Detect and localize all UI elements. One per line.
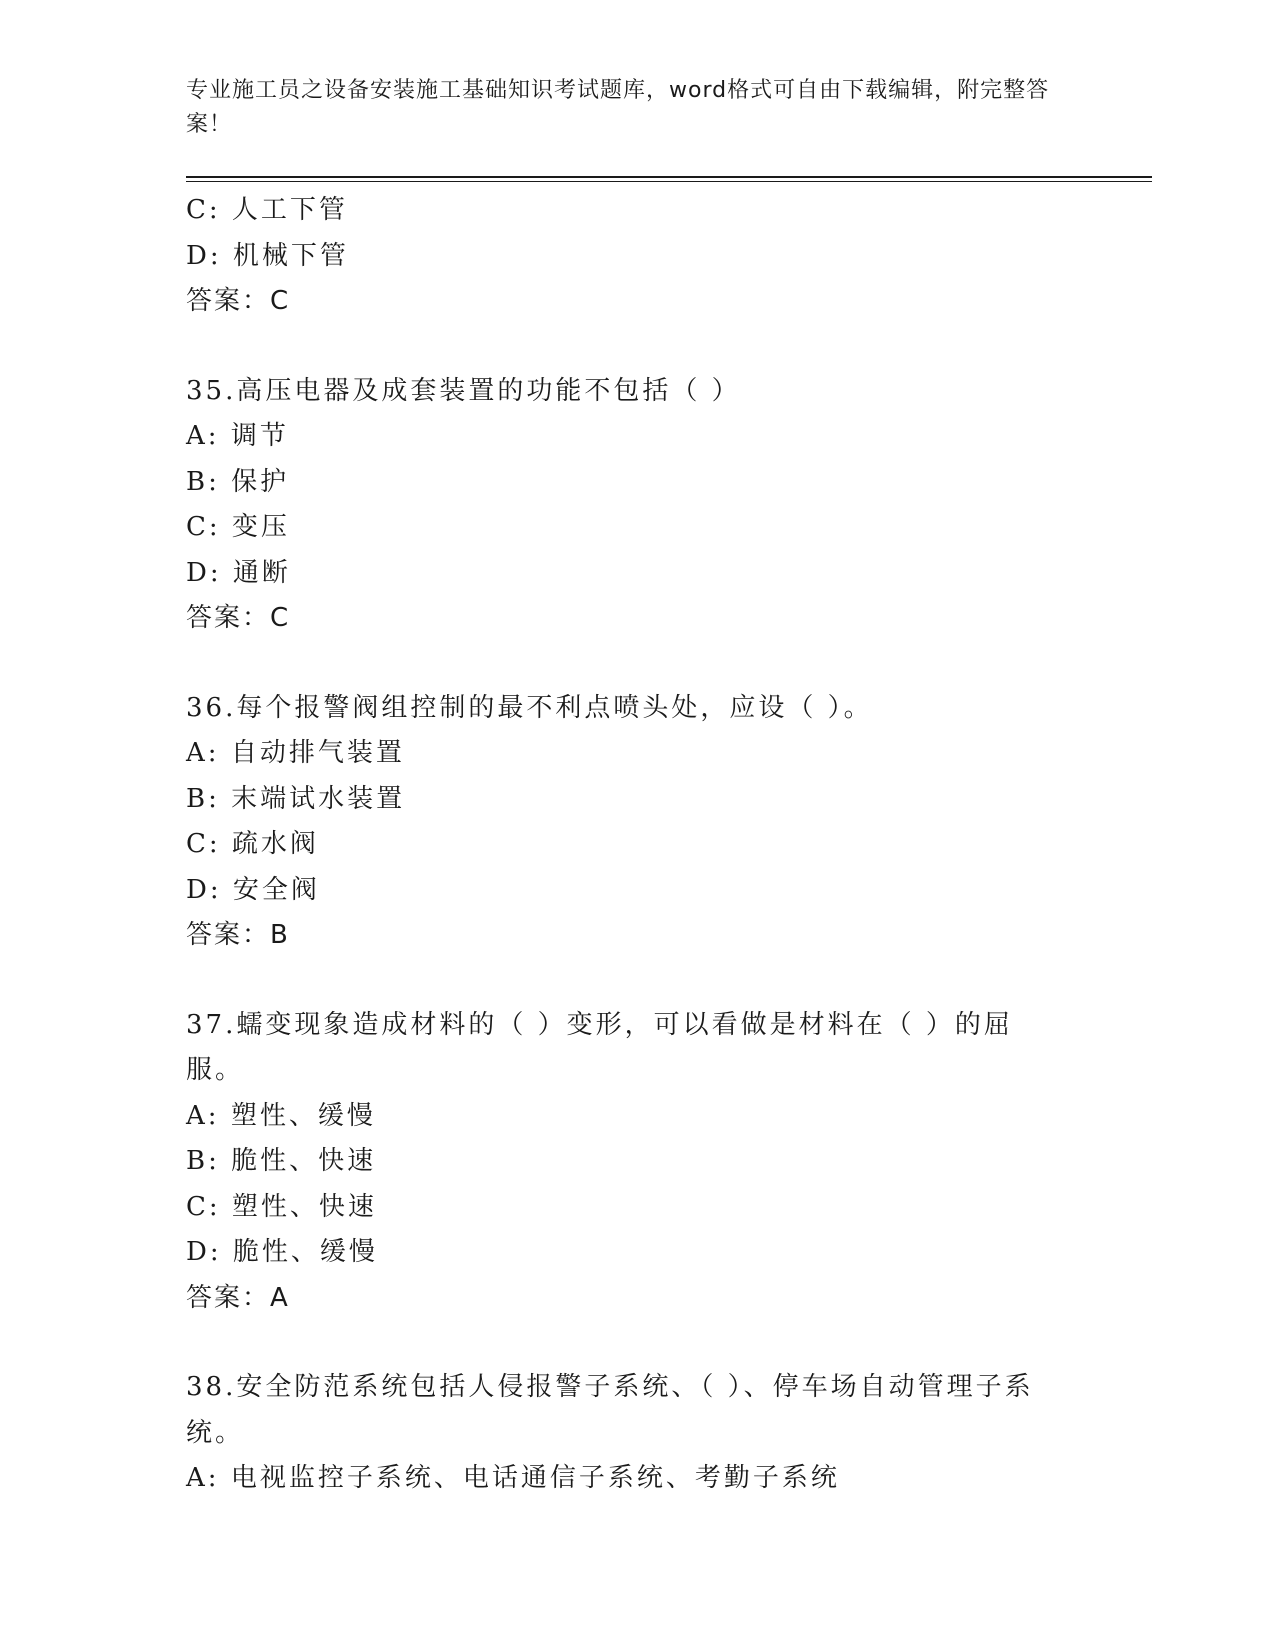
option-line bbox=[186, 551, 1066, 597]
question-stem: 35.高压电器及成套装置的功能不包括（ ） bbox=[186, 375, 741, 406]
option-text: 通断 bbox=[232, 557, 291, 588]
spacer bbox=[186, 959, 1066, 1003]
option-text: 电视监控子系统、电话通信子系统、考勤子系统 bbox=[230, 1463, 840, 1493]
answer-line: 答案：C bbox=[186, 286, 291, 316]
option-line bbox=[186, 414, 1066, 460]
question-stem: 36.每个报警阀组控制的最不利点喷头处，应设（ ）。 bbox=[186, 692, 873, 723]
option-text: 人工下管 bbox=[231, 195, 348, 225]
option-line bbox=[186, 188, 1066, 234]
answer-line: 答案：A bbox=[186, 1282, 290, 1313]
option-label: C: bbox=[186, 829, 221, 859]
option-line bbox=[186, 822, 1066, 868]
option-line bbox=[186, 1185, 1066, 1231]
option-label: B: bbox=[186, 1146, 220, 1176]
option-label: D: bbox=[186, 1237, 222, 1267]
option-line bbox=[186, 1230, 1066, 1276]
option-label: D: bbox=[186, 240, 222, 271]
question-list bbox=[186, 188, 1066, 1502]
option-text: 安全阀 bbox=[232, 874, 320, 905]
option-label: A: bbox=[186, 738, 220, 768]
option-line bbox=[186, 234, 1066, 280]
option-label: A: bbox=[186, 1463, 220, 1493]
header-rule-thick bbox=[186, 176, 1152, 178]
option-text: 疏水阀 bbox=[231, 829, 319, 859]
option-text: 脆性、快速 bbox=[231, 1146, 377, 1176]
option-text: 末端试水装置 bbox=[231, 783, 406, 814]
option-label: C: bbox=[186, 195, 221, 225]
option-text: 变压 bbox=[231, 512, 290, 542]
answer-line: 答案：C bbox=[186, 603, 291, 633]
option-text: 机械下管 bbox=[232, 240, 349, 271]
option-text: 调节 bbox=[230, 421, 289, 451]
option-text: 脆性、缓慢 bbox=[232, 1237, 378, 1267]
option-label: A: bbox=[186, 421, 220, 451]
option-line bbox=[186, 1456, 1066, 1502]
option-label: B: bbox=[186, 783, 220, 814]
option-text: 自动排气装置 bbox=[230, 738, 405, 768]
option-label: C: bbox=[186, 1191, 221, 1222]
option-label: A: bbox=[186, 1100, 220, 1131]
document-header: 专业施工员之设备安装施工基础知识考试题库，word格式可自由下载编辑，附完整答案！ bbox=[186, 78, 1050, 137]
answer-line: 答案：B bbox=[186, 920, 290, 950]
spacer bbox=[186, 325, 1066, 369]
question-stem: 38.安全防范系统包括人侵报警子系统、（ ）、停车场自动管理子系统。 bbox=[186, 1372, 1034, 1448]
option-line bbox=[186, 1139, 1066, 1185]
option-text: 塑性、快速 bbox=[231, 1191, 377, 1222]
option-line bbox=[186, 1094, 1066, 1140]
option-label: B: bbox=[186, 466, 220, 497]
option-label: D: bbox=[186, 874, 222, 905]
spacer bbox=[186, 1321, 1066, 1365]
spacer bbox=[186, 642, 1066, 686]
option-line bbox=[186, 460, 1066, 506]
option-label: D: bbox=[186, 557, 222, 588]
option-line bbox=[186, 777, 1066, 823]
question-stem: 37.蠕变现象造成材料的（ ）变形，可以看做是材料在（ ）的屈服。 bbox=[186, 1009, 1013, 1085]
option-line bbox=[186, 868, 1066, 914]
header-rule-thin bbox=[186, 181, 1152, 182]
option-text: 塑性、缓慢 bbox=[230, 1100, 376, 1131]
option-line bbox=[186, 731, 1066, 777]
option-line bbox=[186, 505, 1066, 551]
option-text: 保护 bbox=[231, 466, 290, 497]
option-label: C: bbox=[186, 512, 221, 542]
